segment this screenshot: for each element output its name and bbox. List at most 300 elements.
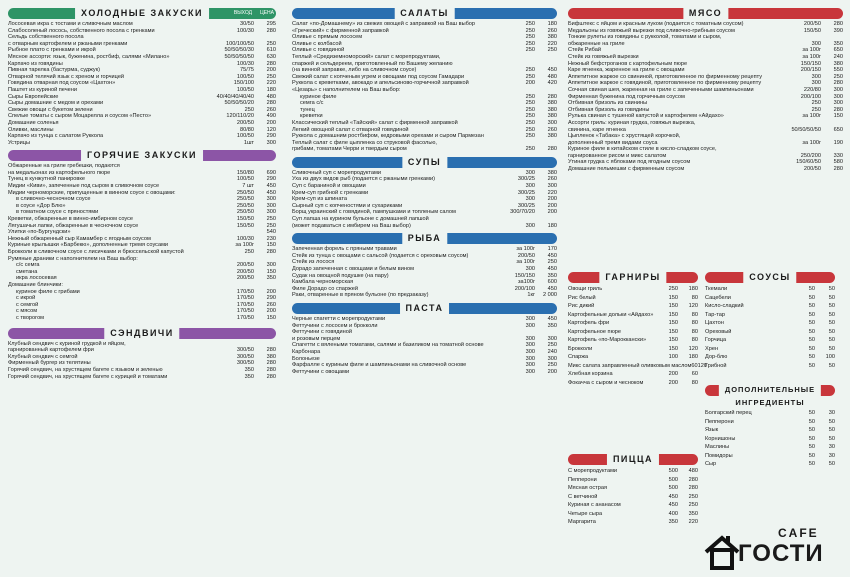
item-name: Румяные драники с наполнителем на Ваш выбор: (8, 255, 138, 262)
item-price: 380 (833, 60, 843, 67)
item-name: Сочная свиная шея, жаренная на гриле с запеченными шампиньонами (568, 86, 754, 93)
menu-item (705, 443, 835, 452)
item-name: Говядина отварная под соусом «Цахтон» (8, 80, 116, 87)
item-price: 300 (266, 262, 276, 269)
item-weight: 150/50 (803, 27, 821, 34)
item-weight: 300 (525, 222, 535, 229)
item-weight: 200/50 (236, 275, 254, 282)
menu-item (292, 196, 557, 203)
menu-item (292, 349, 557, 356)
section-title: ГОРЯЧИЕ ЗАКУСКИ (81, 149, 203, 161)
item-price: 280 (833, 106, 843, 113)
item-name: икра лососевая (16, 275, 57, 282)
item-name: Стейк из лосося (292, 259, 335, 266)
item-name: Рыбное плато с гренками и икрой (8, 47, 96, 54)
item-price: 260 (547, 176, 557, 183)
item-price: 280 (688, 476, 698, 483)
menu-item (292, 120, 557, 127)
item-name: в томатном соусе с пряностями (16, 209, 99, 216)
menu-item (705, 460, 835, 469)
item-price: 80 (691, 320, 698, 326)
item-weight: 50 (808, 461, 815, 467)
item-name: Раки, отваренные в пряном бульоне (по предзаказу) (292, 292, 429, 299)
menu-item (568, 67, 843, 74)
item-weight: 100/50 (236, 176, 254, 183)
menu-item (568, 166, 843, 173)
item-weight: 300 (525, 342, 535, 349)
item-name: Легкий овощной салат с отварной говядиной (292, 126, 409, 133)
item-name: Цыпленок «Табака» с хрустящей корочкой, (568, 133, 681, 140)
item-price: 250 (266, 73, 276, 80)
item-name: Клубный сендвич с куриной грудкой и яйцом, (8, 340, 126, 347)
item-weight: 100/50 (236, 73, 254, 80)
item-weight: 250/50 (236, 202, 254, 209)
item-name: С ветчиной (568, 493, 598, 500)
menu-item (568, 133, 843, 140)
item-weight: 50/50/50/50 (224, 53, 254, 60)
item-name: Оливье с прямым лососем (292, 34, 363, 41)
menu-item (8, 308, 276, 315)
item-weight: 500 (668, 468, 678, 474)
item-price: 280 (266, 27, 276, 34)
menu-item (8, 183, 276, 190)
menu-item (8, 80, 276, 87)
menu-item (292, 28, 557, 35)
item-name: с икрой (16, 295, 36, 302)
item-name: Креветки, обжаренные в винно-имбирном соусе (8, 216, 134, 223)
item-name: (на винной заправке, либо на сливочном соусе) (292, 67, 417, 74)
item-name: Сыр (705, 461, 717, 467)
item-weight: 150 (668, 320, 678, 326)
item-name: на медальонах из картофельного пюре (8, 169, 111, 176)
item-name: Феттучини с лососем и брокколи (292, 322, 378, 329)
menu-item (292, 286, 557, 293)
item-name: Корнишоны (705, 435, 736, 442)
menu-item (8, 289, 276, 296)
menu-item (568, 54, 843, 61)
menu-item (292, 133, 557, 140)
item-price: 2 000 (543, 292, 557, 299)
menu-item (8, 249, 276, 256)
item-price: 350 (547, 272, 557, 279)
menu-item (568, 379, 698, 388)
item-price: 240 (833, 53, 843, 60)
item-price: 540 (266, 229, 276, 236)
menu-item (8, 282, 276, 289)
item-price: 80 (691, 379, 698, 386)
item-weight: 250 (525, 119, 535, 126)
section-title: САЛАТЫ (394, 7, 455, 19)
item-name: с семгой (16, 301, 39, 308)
item-weight: 100/100/50 (226, 40, 254, 47)
item-price: 50 (828, 328, 835, 335)
menu-item (292, 127, 557, 134)
item-name: Болгарский перец (705, 410, 752, 416)
item-price: 50 (828, 461, 835, 467)
item-weight: 250 (811, 106, 821, 113)
menu-item (292, 146, 557, 153)
item-weight: 170/50 (236, 301, 254, 308)
item-weight: 50 (808, 337, 815, 343)
item-weight: 50/50/50/20 (224, 100, 254, 107)
item-weight: 300/25 (517, 176, 535, 183)
item-weight: 150 (668, 303, 678, 309)
menu-item (568, 47, 843, 54)
item-name: Фарфалле с куриным филе и шампиньонами на сливочной основе (292, 362, 467, 369)
item-name: Лягушачьи лапки, обжаренные в чесночном соусе (8, 222, 139, 229)
menu-item (292, 369, 557, 376)
item-name: Крем-суп из шпината (292, 196, 347, 203)
item-price: 120 (688, 303, 698, 309)
item-weight: 50 (808, 345, 815, 352)
item-price: 450 (547, 67, 557, 74)
item-name: Горячий сендвич, на хрустящем багете с курицей и томатами (8, 373, 168, 380)
item-name: Горячий сендвич, на хрустящем багете с языком и зеленью (8, 366, 163, 373)
item-weight: 50 (808, 362, 815, 369)
item-price: 250 (266, 222, 276, 229)
item-name: Утиная грудка с яблоками под ягодным соусом (568, 159, 691, 166)
soups-list (292, 170, 557, 229)
item-weight: 7 шт (242, 183, 254, 190)
sauces-list (705, 285, 835, 370)
item-name: Спагетти с вялеными томатами, салями и базиликом на томатной основе (292, 342, 484, 349)
item-name: Нежный обжаренный сыр Камамбер с ягодным соусом (8, 235, 151, 242)
item-price: 50 (828, 345, 835, 352)
item-price: 50 (828, 286, 835, 292)
item-price: 280 (266, 347, 276, 354)
item-price: 260 (266, 301, 276, 308)
menu-item (8, 209, 276, 216)
item-weight: 150 (668, 294, 678, 301)
item-name: Брокколи в сливочном соусе с лисичками и брюссельской капустой (8, 249, 184, 255)
menu-item (292, 279, 557, 286)
item-price: 300 (547, 335, 557, 342)
item-price: 300 (266, 202, 276, 209)
menu-item (568, 345, 698, 354)
item-price: 30 (828, 444, 835, 450)
item-name: Мясное ассорти: язык, буженина, ростбиф, салями «Милано» (8, 53, 170, 60)
item-price: 50 (828, 362, 835, 369)
section-header-garnish (568, 272, 698, 283)
item-price: 170 (547, 246, 557, 253)
item-name: Картофельное пюре (568, 328, 621, 335)
item-name: Тар-тар (705, 311, 725, 318)
item-name: Теплый «Средиземноморский» салат с морепродуктами, (292, 53, 441, 60)
item-weight: 50 (808, 328, 815, 335)
item-name: Крем-суп грибной с гренками (292, 189, 369, 196)
item-name: Ореховый (705, 328, 732, 335)
item-weight: 170/50 (236, 308, 254, 315)
item-price: 380 (547, 113, 557, 120)
menu-item (8, 367, 276, 374)
item-weight: 400 (668, 510, 678, 517)
item-weight: 100/50 (236, 133, 254, 140)
item-price: 200 (547, 196, 557, 203)
item-price: 280 (547, 93, 557, 100)
item-weight: 200 (668, 379, 678, 386)
section-header-cold (8, 8, 276, 19)
item-price: 280 (266, 373, 276, 380)
item-name: Борщ украинский с говядиной, пампушками и топленым салом (292, 209, 456, 216)
item-weight: за 100г (802, 53, 821, 60)
item-name: Обжаренные на гриле гребешки, подаются (8, 163, 120, 170)
item-name: Классический теплый «Тайский» салат с фирменной заправкой (292, 119, 458, 126)
item-name: с творогом (16, 314, 45, 321)
item-weight: 300 (525, 348, 535, 355)
item-price: 200 (547, 202, 557, 209)
item-weight: 120/110/20 (226, 113, 254, 120)
item-weight: 250 (525, 126, 535, 133)
item-price: 690 (266, 169, 276, 176)
cafe-logo (700, 522, 840, 572)
item-weight: за 100г (235, 242, 254, 249)
item-price: 220 (547, 189, 557, 196)
item-weight: 150 (668, 328, 678, 335)
menu-item (292, 107, 557, 114)
menu-item (568, 61, 843, 68)
item-price: 300 (833, 93, 843, 100)
item-weight: 250 (244, 106, 254, 113)
item-weight: 250 (525, 40, 535, 47)
item-name: Запеченная форель с пряными травами (292, 246, 397, 253)
menu-item (292, 316, 557, 323)
menu-item (705, 294, 835, 303)
item-price: 260 (266, 106, 276, 113)
item-name: Дор-блю (705, 354, 728, 360)
item-price: 180 (688, 286, 698, 292)
item-name: Кисло-сладкий (705, 303, 744, 309)
item-name: с мясом (16, 308, 38, 315)
item-weight: 300 (525, 183, 535, 190)
section-title: ГАРНИРЫ (599, 271, 666, 283)
meat-list (568, 21, 843, 173)
menu-item (8, 275, 276, 282)
item-price: 220 (688, 519, 698, 525)
item-price: 350 (688, 510, 698, 517)
menu-item (8, 360, 276, 367)
item-weight: 200/100 (514, 285, 535, 292)
extras-block (705, 383, 835, 469)
menu-item (8, 256, 276, 263)
item-price: 450 (266, 189, 276, 196)
item-name: Паштет из куриной печени (8, 86, 77, 93)
item-weight: 150/50 (236, 216, 254, 223)
menu-item (292, 329, 557, 336)
item-weight: 300 (525, 368, 535, 375)
item-name: Сырный суп с копченостями и сухариками (292, 202, 403, 209)
item-weight: 50 (808, 452, 815, 459)
item-weight: за 100г (802, 139, 821, 146)
column-middle (292, 6, 557, 375)
item-name: и розовым перцем (292, 335, 341, 342)
item-name: Бифштекс с яйцом и красным луком (подается с томатным соусом) (568, 21, 744, 27)
menu-item (568, 501, 698, 510)
column-left (8, 6, 276, 380)
menu-item (8, 61, 276, 68)
item-price: 250 (266, 40, 276, 47)
item-price: 180 (547, 21, 557, 27)
item-weight: 50 (808, 294, 815, 301)
item-name: дополненный тремя видами соуса (568, 139, 658, 146)
item-name: Картофель «по-Мароккански» (568, 337, 647, 343)
item-price: 250 (547, 259, 557, 266)
item-price: 250 (266, 216, 276, 223)
item-price: 450 (266, 183, 276, 190)
salads-list (292, 21, 557, 153)
item-price: 120 (688, 345, 698, 352)
item-price: 380 (547, 106, 557, 113)
item-weight: 200/50 (236, 268, 254, 275)
garnish-list (568, 285, 707, 387)
item-price: 150 (833, 113, 843, 120)
item-price: 280 (833, 21, 843, 27)
item-price: 80 (691, 294, 698, 301)
item-weight: 50 (808, 427, 815, 433)
item-price: 630 (266, 53, 276, 60)
item-weight: 170/50 (236, 288, 254, 295)
item-name: Сыры Европейские (8, 93, 59, 100)
item-name: Домашние блинчики: (8, 281, 63, 288)
section-header-sandwiches (8, 328, 276, 339)
menu-item (8, 347, 276, 354)
garnish-block (568, 270, 707, 387)
menu-item (8, 113, 276, 120)
menu-item (8, 107, 276, 114)
item-weight: 50 (808, 286, 815, 292)
item-name: Рулька свиная с тушеной капустой и картофелем «Айдахо» (568, 113, 724, 120)
item-price: 350 (547, 322, 557, 329)
menu-item (292, 362, 557, 369)
menu-item (8, 94, 276, 101)
item-price: 480 (547, 73, 557, 80)
item-price: 350 (833, 40, 843, 47)
item-price: 290 (266, 133, 276, 140)
item-name: Хрен (705, 345, 719, 352)
item-name: Микс салата заправленный оливковым маслом (568, 362, 692, 369)
section-header-salads (292, 8, 557, 19)
menu-item (8, 100, 276, 107)
item-price: 200 (547, 209, 557, 216)
item-name: гарнированное рисом и микс салатом (568, 152, 667, 159)
menu-item (568, 159, 843, 166)
item-weight: 250 (525, 146, 535, 153)
item-name: Филе Дорадо со спаржей (292, 285, 358, 292)
menu-item (705, 319, 835, 328)
menu-item (8, 140, 276, 147)
section-title: СУПЫ (402, 156, 447, 168)
item-price: 300 (547, 183, 557, 190)
item-name: Улитки «по-Бургундски» (8, 229, 71, 236)
item-weight: 50 (808, 410, 815, 416)
item-price: 50 (828, 435, 835, 442)
item-name: Тунец в кунжутной панировке (8, 176, 85, 183)
menu-item (705, 302, 835, 311)
item-name: креветки (300, 113, 323, 120)
item-weight: 500 (668, 476, 678, 483)
item-name: Стейк из говяжьей вырезки (568, 53, 639, 60)
item-name: Аппетитное жаркое с говядиной, приготовленное по фирменному рецепту (568, 80, 762, 87)
item-name: в сливочно-чесночном соусе (16, 196, 91, 203)
item-weight: 300 (525, 335, 535, 342)
item-price: 450 (547, 252, 557, 259)
item-name: Отбивная бризоль из свинины (568, 100, 648, 107)
item-name: Маргарита (568, 519, 596, 525)
item-weight: 200/50 (517, 252, 535, 259)
menu-item (8, 216, 276, 223)
item-price: 30 (828, 452, 835, 459)
item-name: Руккола с домашним ростбифом, кедровыми орехами и сыром Пармезан (292, 133, 484, 140)
item-price: 300 (547, 355, 557, 362)
item-name: Куриная с ананасом (568, 502, 621, 508)
item-price: 120 (266, 126, 276, 133)
item-price: 490 (266, 113, 276, 120)
section-title: РЫБА (402, 232, 447, 244)
section-title: ПАСТА (400, 302, 450, 314)
item-name: Стейк из тунца с овощами с сальсой (подается с ореховым соусом) (292, 252, 469, 259)
sandwich-list (8, 341, 276, 381)
menu-item (568, 41, 843, 48)
item-name: Каре ягненка, жаренное на гриле с овощами (568, 67, 685, 74)
menu-item (292, 87, 557, 94)
menu-item (568, 21, 843, 28)
item-price: 150 (266, 268, 276, 275)
item-weight: 150/150 (514, 272, 535, 279)
item-name: Карпачо из тунца с салатом Руккола (8, 133, 104, 140)
item-weight: 150/150 (800, 60, 821, 67)
item-name: Салат «по-Домашнему» из свежих овощей с заправкой на Ваш выбор (292, 21, 476, 27)
item-weight: 300/50 (236, 353, 254, 360)
menu-item (8, 163, 276, 170)
item-name: Черные спагетти с морепродуктами (292, 315, 386, 322)
item-price: 190 (833, 139, 843, 146)
item-name: Руккола с креветками, авокадо и апельсиново-горчичной заправкой (292, 80, 469, 87)
item-name: Свежие овощи с букетом зелени (8, 106, 93, 113)
item-name: Картофель фри (568, 320, 610, 326)
item-weight: 250 (525, 133, 535, 140)
item-name: Болоньезе (292, 355, 320, 362)
menu-item (8, 87, 276, 94)
item-name: Язык (705, 427, 719, 433)
menu-item (568, 113, 843, 120)
item-price: 380 (547, 100, 557, 107)
item-price: 260 (547, 27, 557, 34)
item-price: 50 (828, 427, 835, 433)
item-weight: за 100г (516, 259, 535, 266)
item-name: Грибной (705, 362, 727, 369)
item-price: 450 (547, 315, 557, 322)
section-header-sauces (705, 272, 835, 283)
item-weight: 200/50 (236, 262, 254, 269)
item-price: 30 (828, 410, 835, 416)
item-price: 300 (833, 86, 843, 93)
item-name: Тонкие рулеты из говядины с рукколой, томатами и сыром, (568, 34, 722, 41)
menu-item (292, 113, 557, 120)
item-price: 300 (547, 119, 557, 126)
item-weight: 150/100 (233, 80, 254, 87)
menu-item (568, 120, 843, 127)
logo-cafe-text: CAFE (778, 526, 819, 540)
item-weight: 220/80 (803, 86, 821, 93)
item-name: Оливки, маслины (8, 126, 54, 133)
item-weight: 250/200 (800, 152, 821, 159)
item-name: Рис белый (568, 294, 596, 301)
item-weight: 250 (525, 27, 535, 34)
pasta-list (292, 316, 557, 375)
item-name: Куриные крылышки «Барбекю», дополненные тремя соусами (8, 242, 169, 249)
item-weight: за 100г (516, 246, 535, 253)
item-price: 380 (547, 34, 557, 41)
item-name: сметана (16, 268, 38, 275)
